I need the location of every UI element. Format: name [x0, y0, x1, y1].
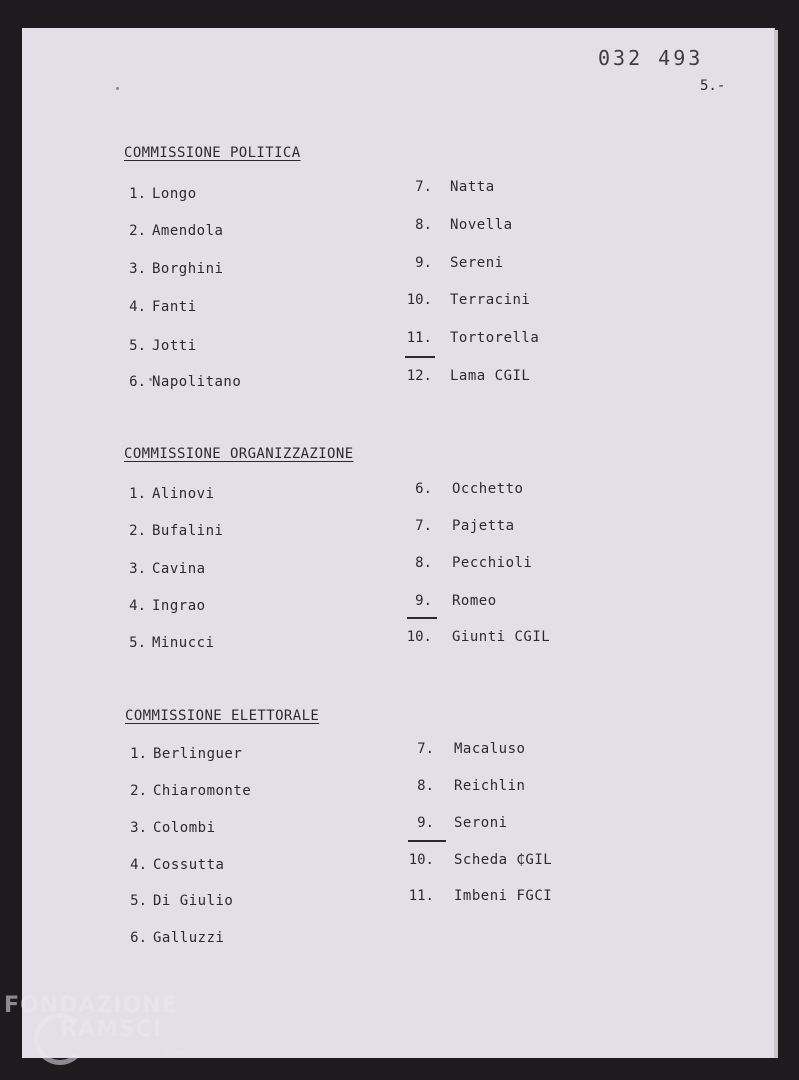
item-number: 4. — [130, 857, 147, 873]
item-number: 12. — [406, 368, 432, 384]
item-number: 8. — [417, 778, 434, 794]
member-name: Novella — [450, 217, 513, 233]
item-number: 6. — [130, 930, 147, 946]
member-name: Giunti CGIL — [452, 629, 551, 645]
member-name: Napolitano — [152, 374, 242, 390]
item-number: 6. — [415, 481, 432, 497]
item-number: 3. — [129, 261, 146, 277]
paper-speck — [116, 87, 119, 90]
archive-number: 032 493 — [598, 46, 704, 70]
item-number: 11. — [406, 330, 432, 346]
member-name: Amendola — [152, 223, 224, 239]
item-number: 1. — [129, 486, 146, 502]
member-name: Macaluso — [454, 741, 526, 757]
member-name: Chiaromonte — [153, 783, 252, 799]
item-number: 7. — [415, 518, 432, 534]
member-name: Pajetta — [452, 518, 515, 534]
member-name: Berlinguer — [153, 746, 243, 762]
item-number: 8. — [415, 217, 432, 233]
item-number: 1. — [129, 186, 146, 202]
underline-rule — [408, 840, 446, 842]
item-number: 2. — [129, 523, 146, 539]
member-name: Colombi — [153, 820, 216, 836]
member-name: Jotti — [152, 338, 197, 354]
item-number: 5. — [129, 635, 146, 651]
item-number: 11. — [408, 888, 434, 904]
member-name: Occhetto — [452, 481, 524, 497]
watermark-line3: onlus — [164, 1048, 186, 1057]
member-name: Longo — [152, 186, 197, 202]
member-name: Scheda ₵GIL — [454, 852, 553, 868]
item-number: 10. — [408, 852, 434, 868]
member-name: Bufalini — [152, 523, 224, 539]
fondazione-gramsci-watermark — [4, 993, 204, 1078]
page-number: 5.- — [700, 78, 726, 94]
member-name: Cavina — [152, 561, 206, 577]
item-number: 9. — [415, 255, 432, 271]
item-number: 2. — [130, 783, 147, 799]
item-number: 10. — [406, 292, 432, 308]
item-number: 5. — [130, 893, 147, 909]
member-name: Borghini — [152, 261, 224, 277]
item-number: 9. — [417, 815, 434, 831]
item-number: 5. — [129, 338, 146, 354]
member-name: Seroni — [454, 815, 508, 831]
section-title-politica: COMMISSIONE POLITICA — [124, 145, 301, 161]
page-edge — [774, 30, 778, 1058]
item-number: 4. — [129, 299, 146, 315]
member-name: Lama CGIL — [450, 368, 531, 384]
member-name: Alinovi — [152, 486, 215, 502]
watermark-line2: RAMSCI — [60, 1017, 163, 1042]
member-name: Pecchioli — [452, 555, 533, 571]
item-number: 3. — [130, 820, 147, 836]
member-name: Natta — [450, 179, 495, 195]
member-name: Cossutta — [153, 857, 225, 873]
member-name: Fanti — [152, 299, 197, 315]
member-name: Tortorella — [450, 330, 540, 346]
member-name: Imbeni FGCI — [454, 888, 553, 904]
member-name: Ingrao — [152, 598, 206, 614]
item-number: 6. — [129, 374, 146, 390]
item-number: 10. — [406, 629, 432, 645]
member-name: Sereni — [450, 255, 504, 271]
underline-rule — [405, 356, 435, 358]
item-number: 9. — [415, 593, 432, 609]
member-name: Reichlin — [454, 778, 526, 794]
watermark-line1: FONDAZIONE — [4, 993, 178, 1018]
item-number: 7. — [417, 741, 434, 757]
item-number: 3. — [129, 561, 146, 577]
section-title-organizzazione: COMMISSIONE ORGANIZZAZIONE — [124, 446, 354, 462]
member-name: Minucci — [152, 635, 215, 651]
item-number: 1. — [130, 746, 147, 762]
member-name: Terracini — [450, 292, 531, 308]
member-name: Galluzzi — [153, 930, 225, 946]
item-number: 7. — [415, 179, 432, 195]
section-title-elettorale: COMMISSIONE ELETTORALE — [125, 708, 320, 724]
item-number: 4. — [129, 598, 146, 614]
member-name: Di Giulio — [153, 893, 234, 909]
underline-rule — [407, 617, 437, 619]
item-number: 8. — [415, 555, 432, 571]
member-name: Romeo — [452, 593, 497, 609]
item-number: 2. — [129, 223, 146, 239]
